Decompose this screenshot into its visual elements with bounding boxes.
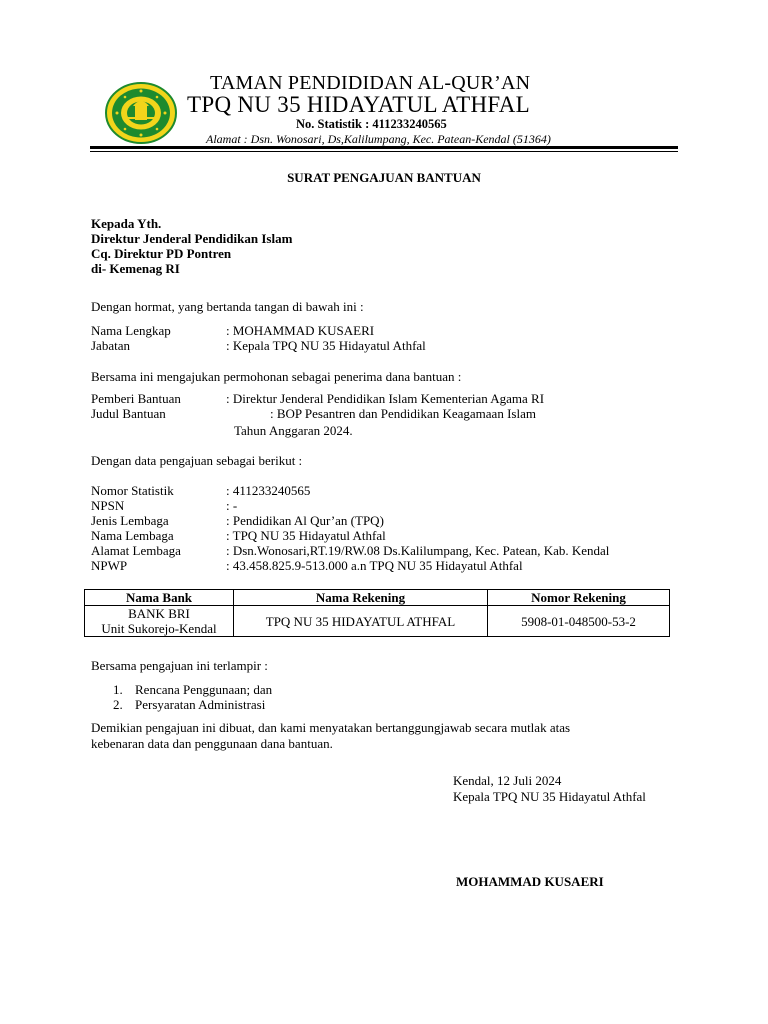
institution-value: : 411233240565	[226, 483, 311, 498]
list-item-text: Persyaratan Administrasi	[135, 697, 266, 712]
table-header-row	[85, 590, 670, 606]
institution-label: Nama Lembaga	[91, 528, 174, 543]
institution-label: Alamat Lembaga	[91, 543, 181, 558]
list-item	[113, 697, 265, 712]
institution-value: : TPQ NU 35 Hidayatul Athfal	[226, 528, 386, 543]
greeting-text: Dengan hormat, yang bertanda tangan di bawah ini :	[91, 299, 364, 314]
attachments-intro: Bersama pengajuan ini terlampir :	[91, 658, 268, 673]
list-item-number: 1.	[113, 682, 123, 697]
header-address: Alamat : Dsn. Wonosari, Ds,Kalilumpang, Kec. Patean-Kendal (51364)	[206, 132, 551, 146]
signature-name: MOHAMMAD KUSAERI	[456, 874, 604, 889]
institution-label: Jenis Lembaga	[91, 513, 169, 528]
table-header-cell: Nama Rekening	[234, 590, 488, 606]
letter-title: SURAT PENGAJUAN BANTUAN	[287, 170, 481, 185]
intro-text: Bersama ini mengajukan permohonan sebagai penerima dana bantuan :	[91, 369, 462, 384]
bank-account-table	[84, 589, 670, 637]
grant-title-label: Judul Bantuan	[91, 406, 166, 421]
grant-title-value-line2: Tahun Anggaran 2024.	[234, 423, 353, 438]
institution-label: NPSN	[91, 498, 125, 513]
header-institution-type: TAMAN PENDIDIDAN AL-QUR’AN	[210, 72, 531, 94]
signature-place-date: Kendal, 12 Juli 2024	[453, 773, 562, 788]
signer-name-value: : MOHAMMAD KUSAERI	[226, 323, 375, 338]
letterhead-divider-thin	[90, 151, 678, 152]
recipient-line: di- Kemenag RI	[91, 261, 180, 276]
bank-name-cell	[85, 606, 234, 637]
list-item-number: 2.	[113, 697, 123, 712]
grant-giver-label: Pemberi Bantuan	[91, 391, 181, 406]
grant-giver-value: : Direktur Jenderal Pendidikan Islam Kementerian Agama RI	[226, 391, 545, 406]
list-item-text: Rencana Penggunaan; dan	[135, 682, 273, 697]
institution-label: NPWP	[91, 558, 128, 573]
header-institution-name: TPQ NU 35 HIDAYATUL ATHFAL	[187, 92, 531, 117]
signature-position: Kepala TPQ NU 35 Hidayatul Athfal	[453, 789, 646, 804]
grant-title-value: : BOP Pesantren dan Pendidikan Keagamaan Islam	[270, 406, 536, 421]
recipient-line: Cq. Direktur PD Pontren	[91, 246, 232, 261]
table-header-cell: Nomor Rekening	[488, 590, 670, 606]
list-item	[113, 682, 272, 697]
table-row	[85, 606, 670, 637]
letterhead-divider	[90, 146, 678, 149]
nu-logo-emblem-icon	[105, 82, 177, 144]
signer-name-label: Nama Lengkap	[91, 323, 171, 338]
closing-text-line1: Demikian pengajuan ini dibuat, dan kami menyatakan bertanggungjawab secara mutlak atas	[91, 720, 571, 735]
institution-value: : -	[226, 498, 238, 513]
closing-text-line2: kebenaran data dan penggunaan dana bantuan.	[91, 736, 333, 751]
institution-label: Nomor Statistik	[91, 483, 174, 498]
account-name-cell: TPQ NU 35 HIDAYATUL ATHFAL	[234, 606, 488, 637]
recipient-line: Kepada Yth.	[91, 216, 162, 231]
data-intro-text: Dengan data pengajuan sebagai berikut :	[91, 453, 303, 468]
bank-branch: Unit Sukorejo-Kendal	[101, 621, 217, 636]
account-number-cell: 5908-01-048500-53-2	[488, 606, 670, 637]
institution-value: : Dsn.Wonosari,RT.19/RW.08 Ds.Kalilumpang, Kec. Patean, Kab. Kendal	[226, 543, 610, 558]
bank-name: BANK BRI	[128, 606, 190, 621]
institution-value: : 43.458.825.9-513.000 a.n TPQ NU 35 Hidayatul Athfal	[226, 558, 523, 573]
signer-position-label: Jabatan	[91, 338, 130, 353]
institution-value: : Pendidikan Al Qur’an (TPQ)	[226, 513, 384, 528]
signer-position-value: : Kepala TPQ NU 35 Hidayatul Athfal	[226, 338, 426, 353]
header-statistic-number: No. Statistik : 411233240565	[296, 117, 447, 131]
table-header-cell: Nama Bank	[85, 590, 234, 606]
recipient-line: Direktur Jenderal Pendidikan Islam	[91, 231, 293, 246]
